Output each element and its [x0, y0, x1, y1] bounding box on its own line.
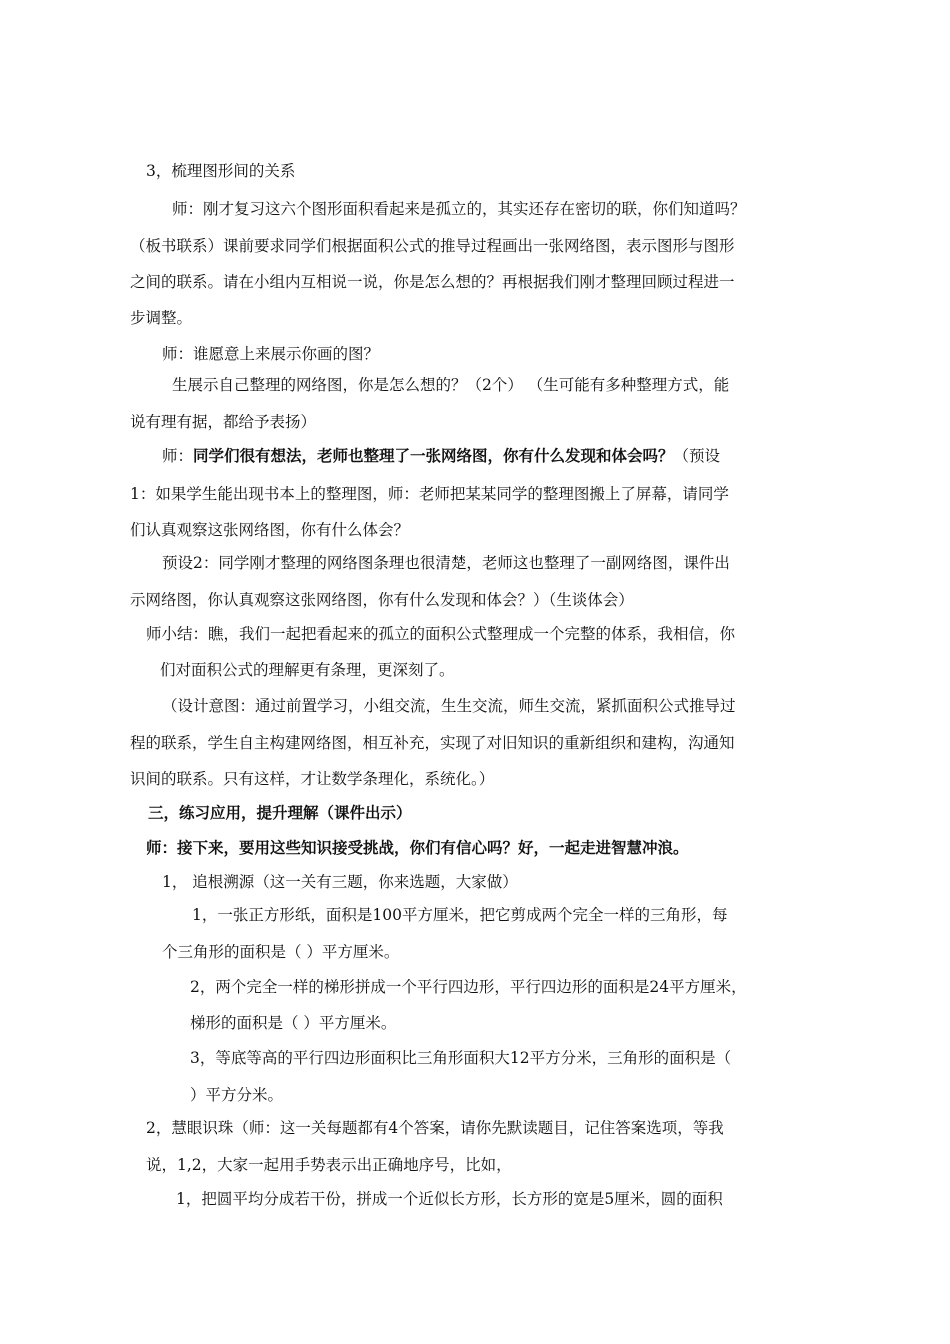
exercise-item: 梯形的面积是（ ）平方厘米。	[190, 1014, 397, 1032]
paragraph-line: 说，1,2，大家一起用手势表示出正确地序号，比如，	[146, 1156, 512, 1174]
paragraph-line: （板书联系）课前要求同学们根据面积公式的推导过程画出一张网络图，表示图形与图形	[130, 237, 735, 255]
speaker-prefix: 师：	[162, 447, 194, 465]
section-heading: 三，练习应用，提升理解（课件出示）	[148, 803, 412, 822]
design-note-line: 程的联系，学生自主构建网络图，相互补充，实现了对旧知识的重新组织和建构，沟通知	[130, 734, 735, 752]
design-note-line: （设计意图：通过前置学习，小组交流，生生交流，师生交流，紧抓面积公式推导过	[162, 697, 736, 715]
paragraph-line: 步调整。	[130, 309, 193, 327]
paragraph-line: 生展示自己整理的网络图，你是怎么想的？（2个） （生可能有多种整理方式，能	[172, 376, 730, 394]
exercise-item: 个三角形的面积是（ ）平方厘米。	[162, 943, 400, 961]
bold-question: 同学们很有想法，老师也整理了一张网络图，你有什么发现和体会吗？	[193, 446, 674, 465]
paragraph-line: 说有理有据，都给予表扬）	[130, 413, 317, 431]
exercise-item: 1，把圆平均分成若干份，拼成一个近似长方形，长方形的宽是5厘米，圆的面积	[176, 1190, 723, 1208]
section-heading: 3，梳理图形间的关系	[146, 162, 296, 180]
paragraph-line: 们认真观察这张网络图，你有什么体会？	[130, 521, 410, 539]
paragraph-line: 师：谁愿意上来展示你画的图？	[162, 345, 380, 363]
exercise-heading: 2，慧眼识珠（师：这一关每题都有4个答案，请你先默读题目，记住答案选项，等我	[146, 1119, 724, 1137]
exercise-item: 2，两个完全一样的梯形拼成一个平行四边形，平行四边形的面积是24平方厘米，	[190, 978, 747, 996]
paragraph-line: 预设2：同学刚才整理的网络图条理也很清楚，老师这也整理了一副网络图，课件出	[162, 554, 730, 572]
paragraph-line: 们对面积公式的理解更有条理，更深刻了。	[160, 661, 455, 679]
exercise-item: 1，一张正方形纸，面积是100平方厘米，把它剪成两个完全一样的三角形，每	[192, 906, 728, 924]
exercise-item: ）平方分米。	[190, 1086, 284, 1104]
design-note-line: 识间的联系。只有这样，才让数学条理化，系统化。）	[130, 770, 495, 788]
paragraph-line: 1：如果学生能出现书本上的整理图，师：老师把某某同学的整理图搬上了屏幕，请同学	[130, 485, 729, 503]
paragraph-line: 师小结：瞧，我们一起把看起来的孤立的面积公式整理成一个完整的体系，我相信，你	[146, 625, 736, 643]
paragraph-line: 示网络图，你认真观察这张网络图，你有什么发现和体会？）（生谈体会）	[130, 591, 634, 609]
exercise-item: 3，等底等高的平行四边形面积比三角形面积大12平方分米，三角形的面积是（	[190, 1049, 732, 1067]
exercise-heading: 1， 追根溯源（这一关有三题，你来选题，大家做）	[162, 873, 518, 891]
paragraph-line: 师：刚才复习这六个图形面积看起来是孤立的，其实还存在密切的联，你们知道吗？	[172, 200, 746, 218]
teacher-line: 师：接下来，要用这些知识接受挑战，你们有信心吗？好，一起走进智慧冲浪。	[146, 838, 689, 857]
paragraph-line	[162, 446, 720, 466]
preset-label: （预设	[673, 447, 721, 465]
paragraph-line: 之间的联系。请在小组内互相说一说，你是怎么想的？再根据我们刚才整理回顾过程进一	[130, 273, 735, 291]
